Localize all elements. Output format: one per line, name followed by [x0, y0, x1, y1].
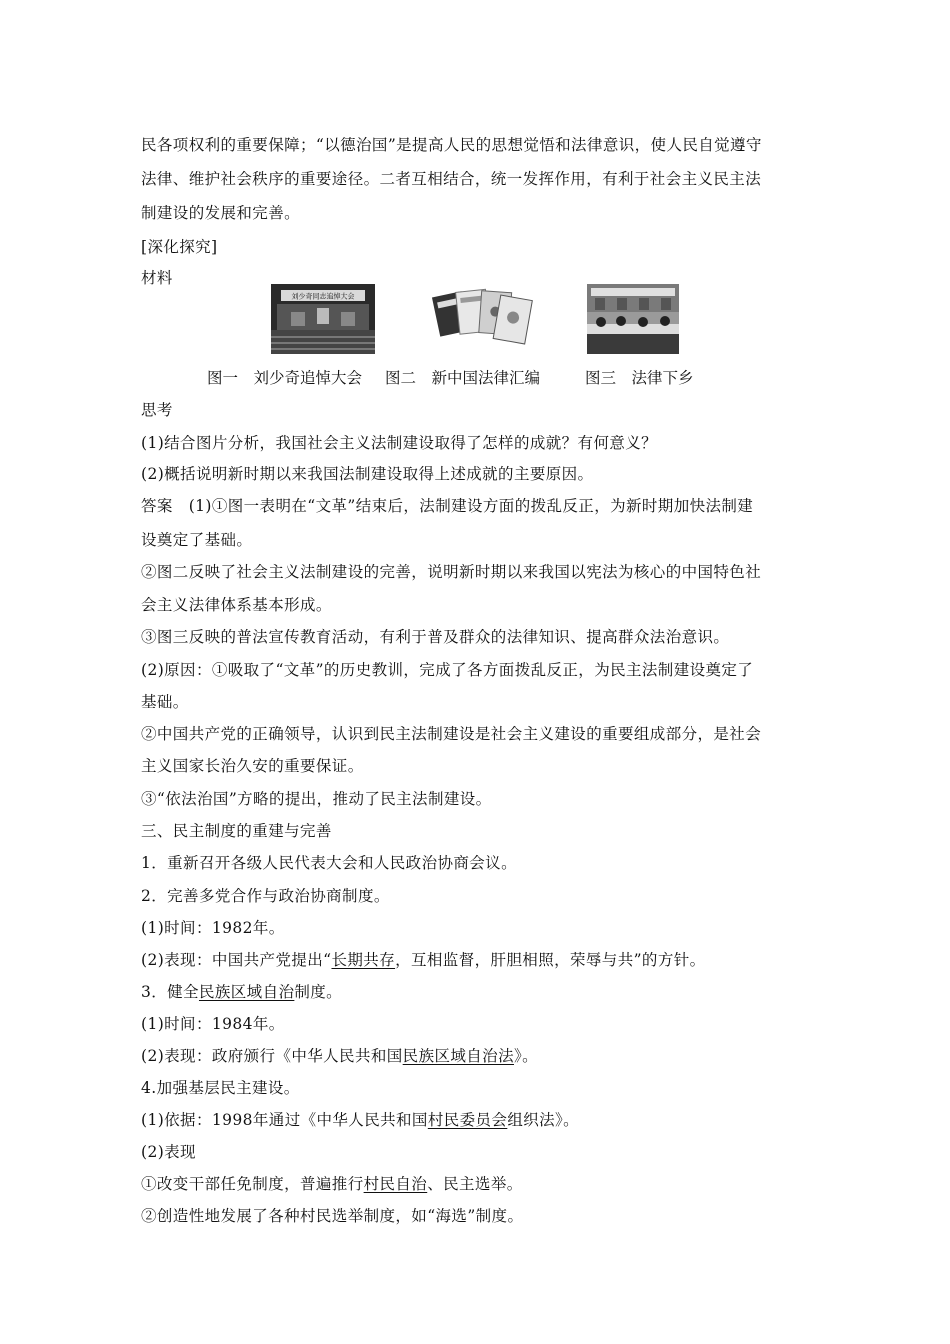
text-segment: 制度。: [294, 983, 343, 1001]
underlined-term: 村民自治: [363, 1175, 428, 1193]
section3-heading: 三、民主制度的重建与完善: [141, 822, 332, 840]
text-segment: (1)依据：1998年通过《中华人民共和国: [141, 1111, 428, 1129]
text-segment: 、民主选举。: [427, 1175, 523, 1193]
figure-1-image: [271, 284, 375, 354]
answer-line-3: ②图二反映了社会主义法制建设的完善，说明新时期以来我国以宪法为核心的中国特色社: [141, 563, 762, 581]
section-label: [深化探究]: [141, 238, 218, 256]
intro-line-2: 法律、维护社会秩序的重要途径。二者互相结合，统一发挥作用，有利于社会主义民主法: [141, 170, 762, 188]
section3-item-3-expression: [141, 1046, 538, 1066]
section3-item-2-expression: [141, 950, 706, 970]
section3-item-4-basis: [141, 1110, 579, 1130]
question-1: (1)结合图片分析，我国社会主义法制建设取得了怎样的成就？有何意义？: [141, 434, 658, 452]
text-segment: 》。: [513, 1047, 539, 1065]
answer-line-2: 设奠定了基础。: [141, 531, 253, 549]
material-label: 材料: [141, 269, 173, 287]
section3-item-4: 4.加强基层民主建设。: [141, 1079, 300, 1097]
section3-item-3: [141, 982, 342, 1002]
text-segment: ①改变干部任免制度，普遍推行: [141, 1175, 364, 1193]
figure-2-caption: 图二 新中国法律汇编: [385, 369, 541, 387]
figure-1-caption: 图一 刘少奇追悼大会: [207, 369, 363, 387]
section3-item-4-expression: (2)表现: [141, 1143, 196, 1161]
section3-item-4-e2: ②创造性地发展了各种村民选举制度，如“海选”制度。: [141, 1207, 524, 1225]
figure-3-image: [587, 284, 679, 354]
answer-line-4: 会主义法律体系基本形成。: [141, 596, 332, 614]
text-segment: 组织法》。: [507, 1111, 580, 1129]
underlined-term: 长期共存: [331, 951, 396, 969]
think-label: 思考: [141, 401, 173, 419]
text-segment: (2)表现：政府颁行《中华人民共和国: [141, 1047, 403, 1065]
answer-line-6: (2)原因：①吸取了“文革”的历史教训，完成了各方面拨乱反正，为民主法制建设奠定了: [141, 661, 754, 679]
underlined-term: 村民委员会: [427, 1111, 508, 1129]
section3-item-3-time: (1)时间：1984年。: [141, 1015, 285, 1033]
answer-line-10: ③“依法治国”方略的提出，推动了民主法制建设。: [141, 790, 492, 808]
text-segment: ，互相监督，肝胆相照，荣辱与共”的方针。: [395, 951, 706, 969]
intro-line-1: 民各项权利的重要保障；“以德治国”是提高人民的思想觉悟和法律意识，使人民自觉遵守: [141, 136, 762, 154]
figure-2-image: [430, 284, 538, 354]
answer-line-1: 答案 (1)①图一表明在“文革”结束后，法制建设方面的拨乱反正，为新时期加快法制建: [141, 497, 754, 515]
answer-line-7: 基础。: [141, 693, 189, 711]
text-segment: (2)表现：中国共产党提出“: [141, 951, 332, 969]
section3-item-4-e1: [141, 1174, 523, 1194]
section3-item-2-time: (1)时间：1982年。: [141, 919, 285, 937]
answer-line-8: ②中国共产党的正确领导，认识到民主法制建设是社会主义建设的重要组成部分，是社会: [141, 725, 762, 743]
section3-item-2: 2．完善多党合作与政治协商制度。: [141, 887, 390, 905]
underlined-term: 民族区域自治法: [402, 1047, 514, 1065]
section3-item-1: 1．重新召开各级人民代表大会和人民政治协商会议。: [141, 854, 517, 872]
answer-line-9: 主义国家长治久安的重要保证。: [141, 757, 364, 775]
text-segment: 3．健全: [141, 983, 199, 1001]
underlined-term: 民族区域自治: [198, 983, 295, 1001]
figure-1-banner: 刘少奇同志追悼大会: [291, 292, 355, 301]
intro-line-3: 制建设的发展和完善。: [141, 204, 301, 222]
question-2: (2)概括说明新时期以来我国法制建设取得上述成就的主要原因。: [141, 465, 594, 483]
answer-line-5: ③图三反映的普法宣传教育活动，有利于普及群众的法律知识、提高群众法治意识。: [141, 628, 730, 646]
figure-3-caption: 图三 法律下乡: [585, 369, 694, 387]
